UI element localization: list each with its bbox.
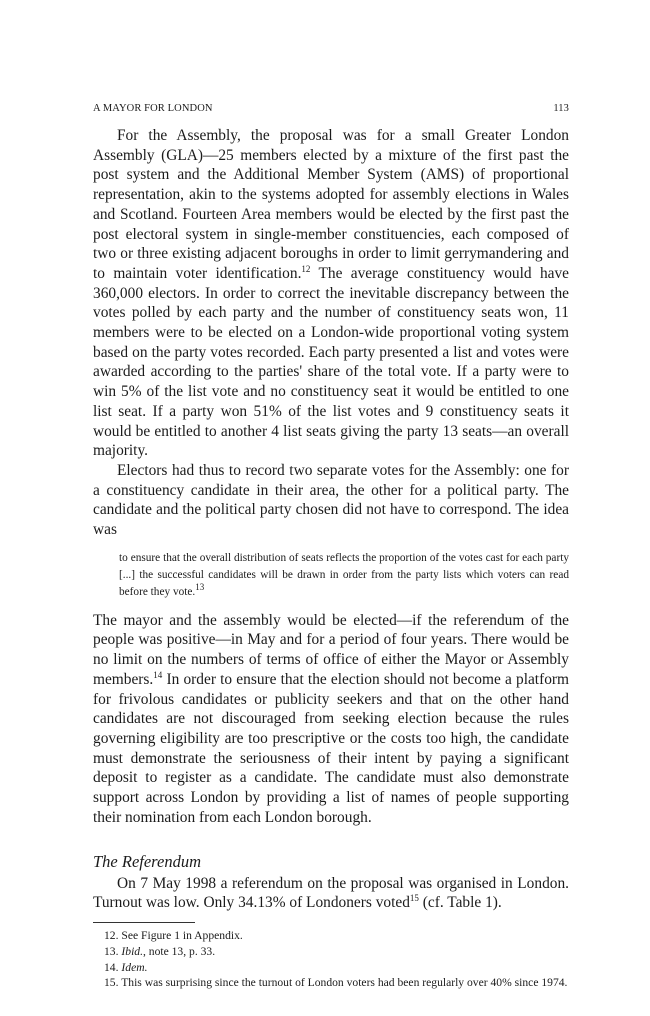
footnote-ibid: Ibid. — [121, 944, 143, 958]
footnote-number: 15. — [104, 976, 119, 990]
footnote-text: See Figure 1 in Appendix. — [121, 928, 243, 942]
footnote-ref-14: 14 — [153, 669, 163, 680]
paragraph-text: The average constituency would have 360,000 electors. In order to correct the inevitable discrepancy between the votes polled by each party and the number of constituency seats won, 11 members were to be elected on a London-wide proportional voting system based on the party votes recorded. Each party presented a list and votes were awarded according to the parties' share of the total vote. If a party were to win 5% of the list vote and no constituency seat it would be entitled to one list seat. If a party won 51% of the list votes and 9 constituency seats it would be entitled to another 4 list seats giving the party 13 seats—an overall majority. — [93, 264, 569, 460]
footnote-ref-15: 15 — [409, 893, 419, 904]
paragraph-text: For the Assembly, the proposal was for a small Greater London Assembly (GLA)—25 members elected by a mixture of the first past the post system and the Additional Member System (AMS) of proportional representation, akin to the systems adopted for assembly elections in Wales and Scotland. Fourteen Area members would be elected by the first past the post electoral system in single-member constituencies, each composed of two or three existing adjacent boroughs in order to limit gerrymandering and to maintain voter identification. — [93, 127, 569, 282]
block-quote — [119, 550, 569, 601]
paragraph-referendum — [93, 874, 569, 913]
footnote-13 — [93, 944, 569, 960]
book-page — [93, 95, 569, 991]
paragraph-text: In order to ensure that the election should not become a platform for frivolous candidates or publicity seekers and that on the other hand candidates are not discouraged from seeking election because the rules governing eligibility are too prescriptive or the costs too high, the candidate must demonstrate the seriousness of their intent by paying a significant deposit to register as a candidate. The candidate must also demonstrate support across London by providing a list of names of people supporting their nomination from each London borough. — [93, 670, 569, 826]
page-number: 113 — [553, 103, 569, 114]
footnote-divider — [93, 922, 195, 923]
footnote-idem: Idem. — [121, 960, 148, 974]
footnote-ref-12: 12 — [301, 263, 311, 274]
paragraph-text: The mayor and the assembly would be elected—if the referendum of the people was positive—in May and for a period of four years. There would be no limit on the numbers of terms of office of either the Mayor or Assembly members. — [93, 611, 569, 688]
footnote-ref-13: 13 — [195, 582, 205, 592]
footnote-number: 13. — [104, 944, 119, 958]
footnote-text: , note 13, p. 33. — [142, 944, 216, 958]
footnote-12 — [93, 928, 569, 944]
paragraph-text: (cf. Table 1). — [418, 894, 502, 912]
running-header — [93, 103, 569, 114]
paragraph-assembly-proposal — [93, 126, 569, 461]
paragraph-text: On 7 May 1998 a referendum on the proposal was organised in London. Turnout was low. Only 34.13% of Londoners voted — [93, 874, 569, 912]
paragraph-electors: Electors had thus to record two separate votes for the Assembly: one for a constituency candidate in their area, the other for a political party. The candidate and the political party chosen did not have to correspond. The idea was — [93, 461, 569, 539]
footnote-14 — [93, 960, 569, 976]
footnote-number: 14. — [104, 960, 119, 974]
section-heading: The Referendum — [93, 851, 201, 871]
footnotes — [93, 928, 569, 991]
footnote-15 — [93, 975, 569, 991]
running-title: A MAYOR FOR LONDON — [93, 103, 213, 114]
quote-text: to ensure that the overall distribution of seats reflects the proportion of the votes cast for each party [...] the successful candidates will be drawn in order from the party lists which voters can read before they vote. — [119, 551, 569, 598]
footnote-number: 12. — [104, 928, 119, 942]
footnote-text: This was surprising since the turnout of London voters had been regularly over 40% since 1974. — [121, 976, 568, 990]
paragraph-mayor-election — [93, 611, 569, 828]
